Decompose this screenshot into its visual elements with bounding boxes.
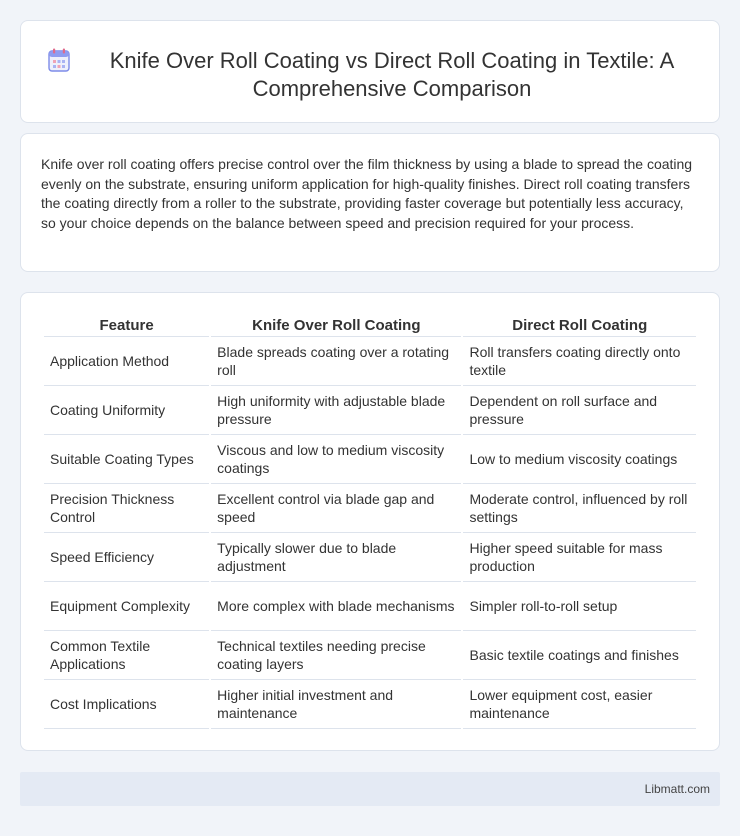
knife-over-roll-cell: Viscous and low to medium viscosity coatings (211, 435, 461, 484)
feature-cell: Application Method (44, 337, 209, 386)
page-title: Knife Over Roll Coating vs Direct Roll Coating in Textile: A Comprehensive Comparison (109, 48, 675, 101)
column-header-feature: Feature (44, 313, 209, 337)
table-row (44, 435, 696, 484)
table-header-row (44, 313, 696, 337)
direct-roll-cell: Low to medium viscosity coatings (463, 435, 696, 484)
knife-over-roll-cell: Technical textiles needing precise coating layers (211, 631, 461, 680)
knife-over-roll-cell: Higher initial investment and maintenance (211, 680, 461, 729)
column-header-knife-over-roll: Knife Over Roll Coating (211, 313, 461, 337)
knife-over-roll-cell: Excellent control via blade gap and speed (211, 484, 461, 533)
footer-brand-link[interactable]: Libmatt.com (644, 782, 710, 796)
comparison-table (42, 313, 698, 729)
direct-roll-cell: Simpler roll-to-roll setup (463, 582, 696, 631)
direct-roll-cell: Moderate control, influenced by roll settings (463, 484, 696, 533)
knife-over-roll-cell: Blade spreads coating over a rotating roll (211, 337, 461, 386)
title-card (20, 20, 720, 123)
table-row (44, 484, 696, 533)
feature-cell: Common Textile Applications (44, 631, 209, 680)
feature-cell: Speed Efficiency (44, 533, 209, 582)
table-row (44, 386, 696, 435)
feature-cell: Cost Implications (44, 680, 209, 729)
direct-roll-cell: Lower equipment cost, easier maintenance (463, 680, 696, 729)
table-row (44, 582, 696, 631)
feature-cell: Coating Uniformity (44, 386, 209, 435)
knife-over-roll-cell: More complex with blade mechanisms (211, 582, 461, 631)
direct-roll-cell: Roll transfers coating directly onto textile (463, 337, 696, 386)
direct-roll-cell: Basic textile coatings and finishes (463, 631, 696, 680)
knife-over-roll-cell: High uniformity with adjustable blade pressure (211, 386, 461, 435)
summary-paragraph: Knife over roll coating offers precise control over the film thickness by using a blade to spread the coating evenly on the substrate, ensuring uniform application for high-quality finishes. Direct roll coating transfers the coating directly from a roller to the substrate, providing faster coverage but potentially less accuracy, so your choice depends on the balance between speed and precision required for your process. (41, 156, 693, 231)
table-row (44, 680, 696, 729)
feature-cell: Precision Thickness Control (44, 484, 209, 533)
table-row (44, 337, 696, 386)
knife-over-roll-cell: Typically slower due to blade adjustment (211, 533, 461, 582)
column-header-direct-roll: Direct Roll Coating (463, 313, 696, 337)
direct-roll-cell: Higher speed suitable for mass production (463, 533, 696, 582)
feature-cell: Suitable Coating Types (44, 435, 209, 484)
table-row (44, 533, 696, 582)
summary-card (20, 133, 720, 272)
footer-bar (20, 772, 720, 806)
comparison-table-card (20, 292, 720, 751)
table-row (44, 631, 696, 680)
feature-cell: Equipment Complexity (44, 582, 209, 631)
direct-roll-cell: Dependent on roll surface and pressure (463, 386, 696, 435)
